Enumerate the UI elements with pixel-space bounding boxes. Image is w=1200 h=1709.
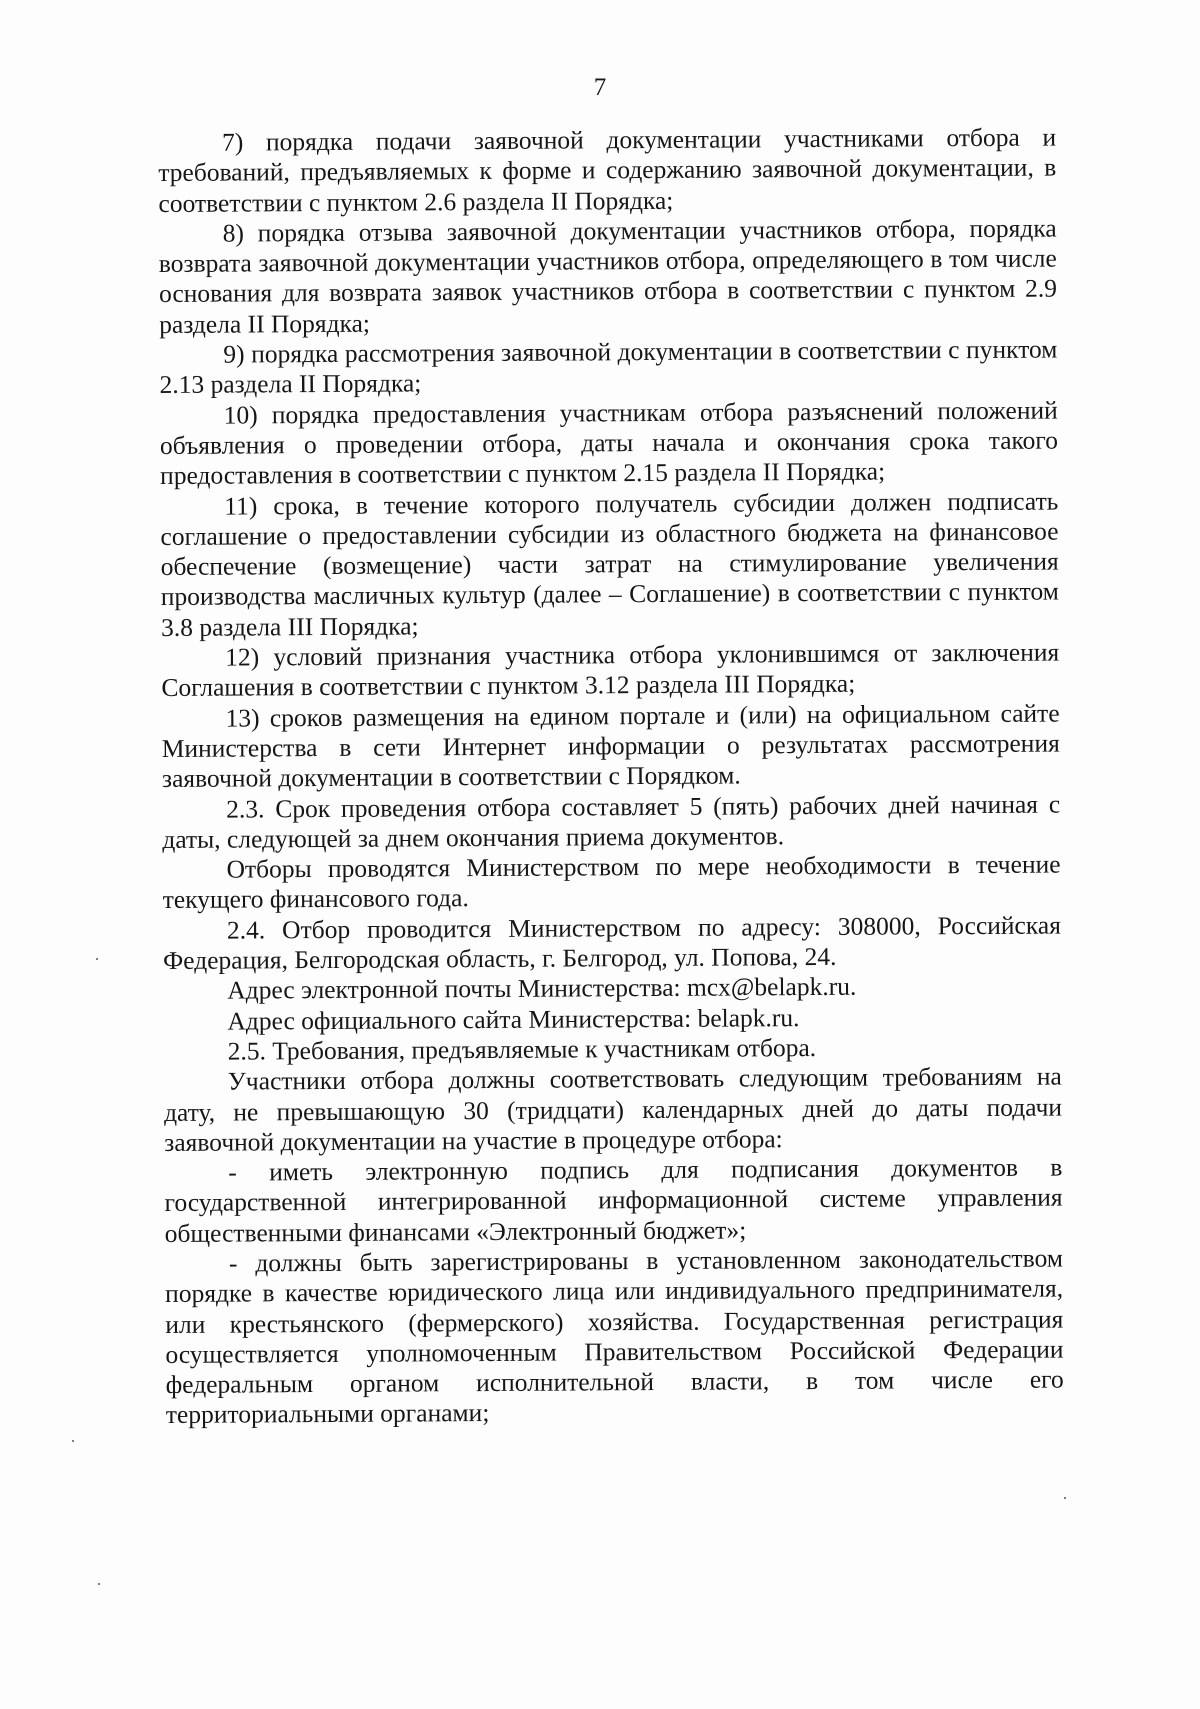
paragraph-item-12: 12) условий признания участника отбора уклонившимся от заключения Соглашения в соответствии с пунктом 3.12 раздела III Порядка;	[161, 637, 1060, 703]
page-number: 7	[593, 74, 607, 101]
scan-speck	[72, 1440, 74, 1442]
document-body	[158, 123, 1064, 1431]
paragraph-section-2-4: 2.4. Отбор проводится Министерством по адресу: 308000, Российская Федерация, Белгородская область, г. Белгород, ул. Попова, 24.	[162, 910, 1061, 975]
paragraph-website-address: Адрес официального сайта Министерства: belapk.ru.	[227, 1002, 800, 1036]
scan-speck	[96, 958, 98, 960]
scan-speck	[98, 1583, 100, 1585]
paragraph-item-8: 8) порядка отзыва заявочной документации участников отбора, порядка возврата заявочной документации участников отбора, определяющего в том числе основания для возврата заявок участников отбора в соответствии с пунктом 2.9 раздела II Порядка;	[158, 213, 1058, 339]
paragraph-item-7: 7) порядка подачи заявочной документации участниками отбора и требований, предъявляемых к форме и содержанию заявочной документации, в соответствии с пунктом 2.6 раздела II Порядка;	[158, 122, 1057, 218]
paragraph-selection-timing: Отборы проводятся Министерством по мере необходимости в течение текущего финансового года.	[162, 849, 1061, 915]
paragraph-item-9: 9) порядка рассмотрения заявочной документации в соответствии с пунктом 2.13 раздела II Порядка;	[159, 334, 1058, 400]
scan-speck	[1064, 1497, 1066, 1499]
paragraph-item-11: 11) срока, в течение которого получатель субсидии должен подписать соглашение о предоставлении субсидии из областного бюджета на финансовое обеспечение (возмещение) части затрат на стимулирование увеличения производства масличных культур (далее – Соглашение) в соответствии с пунктом 3.8 раздела III Порядка;	[160, 486, 1059, 642]
paragraph-item-13: 13) сроков размещения на едином портале и (или) на официальном сайте Министерства в сети Интернет информации о результатах рассмотрения заявочной документации в соответствии с Порядком.	[161, 698, 1060, 794]
paragraph-requirement-signature: - иметь электронную подпись для подписания документов в государственной интегрированной информационной системе управления общественными финансами «Электронный бюджет»;	[164, 1152, 1063, 1248]
paragraph-email-address: Адрес электронной почты Министерства: mcx@belapk.ru.	[227, 972, 857, 1005]
paragraph-section-2-3: 2.3. Срок проведения отбора составляет 5 (пять) рабочих дней начиная с даты, следующей за днем окончания приема документов.	[162, 789, 1061, 854]
paragraph-participant-requirements: Участники отбора должны соответствовать следующим требованиям на дату, не превышающую 30 (тридцати) календарных дней до даты подачи заявочной документации на участие в процедуре отбора:	[163, 1061, 1063, 1157]
paragraph-item-10: 10) порядка предоставления участникам отбора разъяснений положений объявления о проведении отбора, даты начала и окончания срока такого предоставления в соответствии с пунктом 2.15 раздела II Порядка;	[159, 395, 1059, 491]
paragraph-section-2-5: 2.5. Требования, предъявляемые к участникам отбора.	[227, 1032, 817, 1066]
paragraph-requirement-registration: - должны быть зарегистрированы в установленном законодательством порядке в качестве юридического лица или индивидуального предпринимателя, или крестьянского (фермерского) хозяйства. Государственная регистрация осуществляется уполномоченным Правительством Российской Федерации федеральным органом исполнительной власти, в том числе его территориальными органами;	[165, 1243, 1064, 1430]
